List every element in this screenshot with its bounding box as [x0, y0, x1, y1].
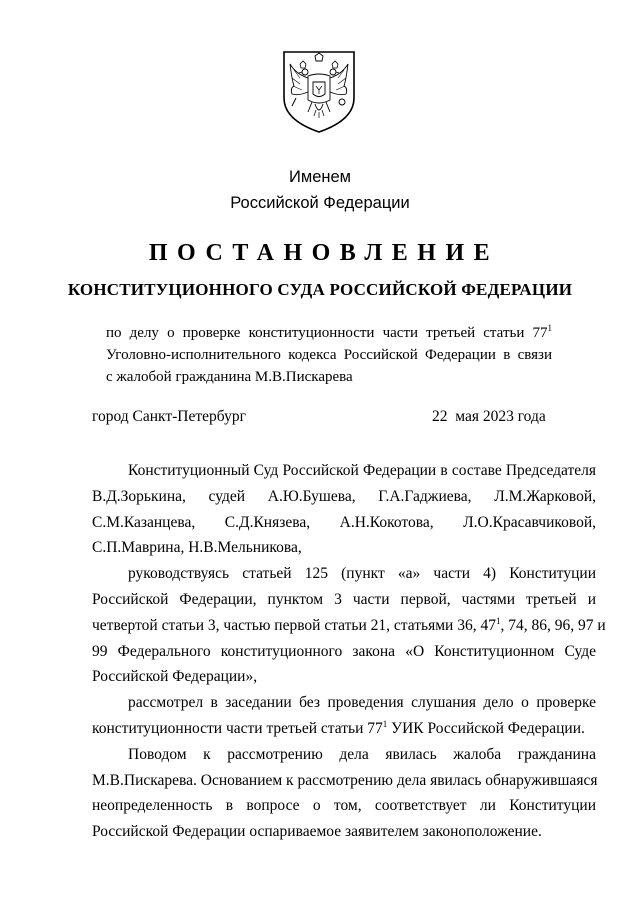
- document-subtitle: КОНСТИТУЦИОННОГО СУДА РОССИЙСКОЙ ФЕДЕРАЦИИ: [67, 280, 573, 299]
- p2-line-4: 99 Федерального конституционного закона «О Конституционном Суде: [92, 642, 596, 660]
- p4-line-2: М.В.Пискарева. Основанием к рассмотрению дела явилась обнаружившаяся: [92, 771, 598, 789]
- p1-line-1: Конституционный Суд Российской Федерации в составе Председателя: [128, 462, 596, 479]
- case-description: [106, 322, 552, 388]
- paragraph-guided-by: [92, 561, 606, 690]
- p2-line-2: Российской Федерации, пунктом 3 части первой, частями третьей и: [92, 590, 596, 608]
- p1-line-3: С.М.Казанцева, С.Д.Князева, А.Н.Кокотова, Л.О.Красавчиковой,: [92, 513, 596, 531]
- date-of-issue: 22 мая 2023 года: [432, 408, 546, 425]
- p3-line-1: рассмотрел в заседании без проведения слушания дело о проверке: [128, 694, 596, 712]
- p4-line-1: Поводом к рассмотрению дела явилась жалоба гражданина: [128, 745, 596, 763]
- case-line-1: по делу о проверке конституционности части третьей статьи $77^1$: [106, 323, 552, 341]
- p4-line-4: Российской Федерации оспариваемое заявителем законоположение.: [92, 823, 542, 841]
- p2-line-5: Российской Федерации»,: [92, 668, 258, 686]
- p3-line-2: конституционности части третьей статьи $77^1$ УИК Российской Федерации.: [92, 718, 585, 737]
- body-text: [92, 458, 606, 845]
- case-line-2: Уголовно-исполнительного кодекса Российской Федерации в связи: [106, 347, 552, 363]
- p2-line-3: четвертой статьи 3, частью первой статьи 21, статьями 36, $47^1$, 74, 86, 96, 97 и: [92, 615, 606, 634]
- p4-line-3: неопределенность в вопросе о том, соответствует ли Конституции: [92, 797, 596, 815]
- case-line-3: с жалобой гражданина М.В.Пискарева: [106, 369, 353, 385]
- coat-of-arms-emblem: [282, 50, 356, 134]
- header-line-russian-federation: Российской Федерации: [230, 194, 410, 212]
- place-of-issue: город Санкт-Петербург: [92, 408, 246, 425]
- paragraph-considered: [92, 690, 596, 742]
- document-title: ПОСТАНОВЛЕНИЕ: [148, 240, 500, 266]
- paragraph-grounds: [92, 742, 596, 845]
- paragraph-composition: [92, 458, 596, 561]
- p2-line-1: руководствуясь статьей 125 (пункт «а» части 4) Конституции: [128, 565, 596, 583]
- p1-line-4: С.П.Маврина, Н.В.Мельникова,: [92, 539, 302, 557]
- header-line-in-the-name: Именем: [288, 168, 351, 186]
- p1-line-2: В.Д.Зорькина, судей А.Ю.Бушева, Г.А.Гаджиева, Л.М.Жарковой,: [92, 487, 596, 505]
